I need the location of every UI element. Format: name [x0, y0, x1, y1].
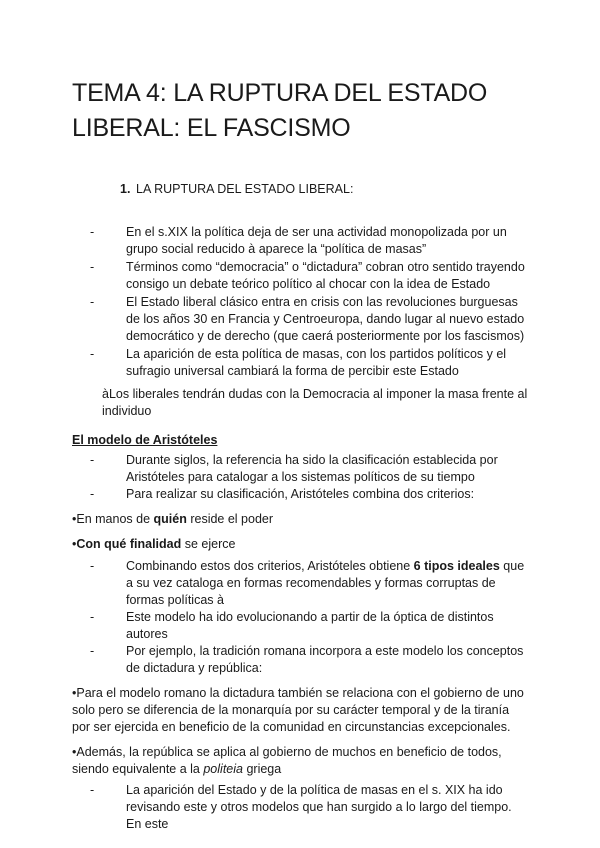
subheading-aristoteles: El modelo de Aristóteles — [72, 433, 218, 447]
tipos-list — [72, 558, 530, 677]
list-item: - Este modelo ha ido evolucionando a partir de la óptica de distintos autores — [88, 609, 530, 643]
criterion-text: •En manos de — [72, 512, 154, 526]
page-title — [72, 76, 530, 146]
list-item: - La aparición del Estado y de la política de masas en el s. XIX ha ido revisando este y otros modelos que han surgido a lo largo del tiempo. En este — [88, 782, 530, 833]
list-item — [88, 558, 530, 609]
aristoteles-list — [72, 452, 530, 503]
paragraph-republica — [72, 744, 530, 778]
intro-list — [72, 224, 530, 380]
criterion-bold: Con qué finalidad — [76, 537, 182, 551]
section-number: 1. — [120, 182, 131, 196]
title-line-2: LIBERAL: EL FASCISMO — [72, 114, 351, 142]
list-item: - Para realizar su clasificación, Aristóteles combina dos criterios: — [88, 486, 530, 503]
para-text: •Además, la república se aplica al gobierno de muchos en beneficio de todos, siendo equivalente a la — [72, 745, 502, 776]
para-text: griega — [242, 762, 282, 776]
criterion-bold: quién — [153, 512, 187, 526]
criterion-quien — [72, 511, 530, 528]
title-line-1: TEMA 4: LA RUPTURA DEL ESTADO — [72, 79, 488, 107]
criterion-text: se ejerce — [181, 537, 236, 551]
criterion-text: • — [72, 537, 77, 551]
list-item: - La aparición de esta política de masas, con los partidos políticos y el sufragio universal cambiará la forma de percibir este Estado — [88, 346, 530, 380]
list-text: que a su vez cataloga en formas recomendables y formas corruptas de formas políticas à — [126, 559, 525, 607]
estado-list — [72, 782, 530, 833]
section-label: LA RUPTURA DEL ESTADO LIBERAL: — [136, 182, 354, 196]
note-liberales: àLos liberales tendrán dudas con la Democracia al imponer la masa frente al individuo — [102, 387, 528, 418]
list-bold: 6 tipos ideales — [413, 559, 500, 573]
list-item: - Términos como “democracia” o “dictadura” cobran otro sentido trayendo consigo un debate teórico político al chocar con la idea de Estado — [88, 259, 530, 293]
list-item: - Durante siglos, la referencia ha sido la clasificación establecida por Aristóteles para catalogar a los sistemas políticos de su tiempo — [88, 452, 530, 486]
para-italic: politeia — [203, 762, 243, 776]
section-heading — [120, 181, 530, 198]
list-text: Combinando estos dos criterios, Aristóteles obtiene — [126, 559, 414, 573]
list-item: - Por ejemplo, la tradición romana incorpora a este modelo los conceptos de dictadura y república: — [88, 643, 530, 677]
paragraph-romano: •Para el modelo romano la dictadura también se relaciona con el gobierno de uno solo pero se diferencia de la monarquía por su carácter temporal y de la tiranía por ser ejercida en beneficio de la comunidad en circunstancias excepcionales. — [72, 686, 524, 734]
list-item: - En el s.XIX la política deja de ser una actividad monopolizada por un grupo social reducido à aparece la “política de masas” — [88, 224, 530, 258]
criterion-text: reside el poder — [186, 512, 274, 526]
list-item: - El Estado liberal clásico entra en crisis con las revoluciones burguesas de los años 30 en Francia y Centroeuropa, dando lugar al nuevo estado democrático y de derecho (que caerá posteriormente por los fascismos) — [88, 294, 530, 345]
criterion-finalidad — [72, 536, 530, 553]
